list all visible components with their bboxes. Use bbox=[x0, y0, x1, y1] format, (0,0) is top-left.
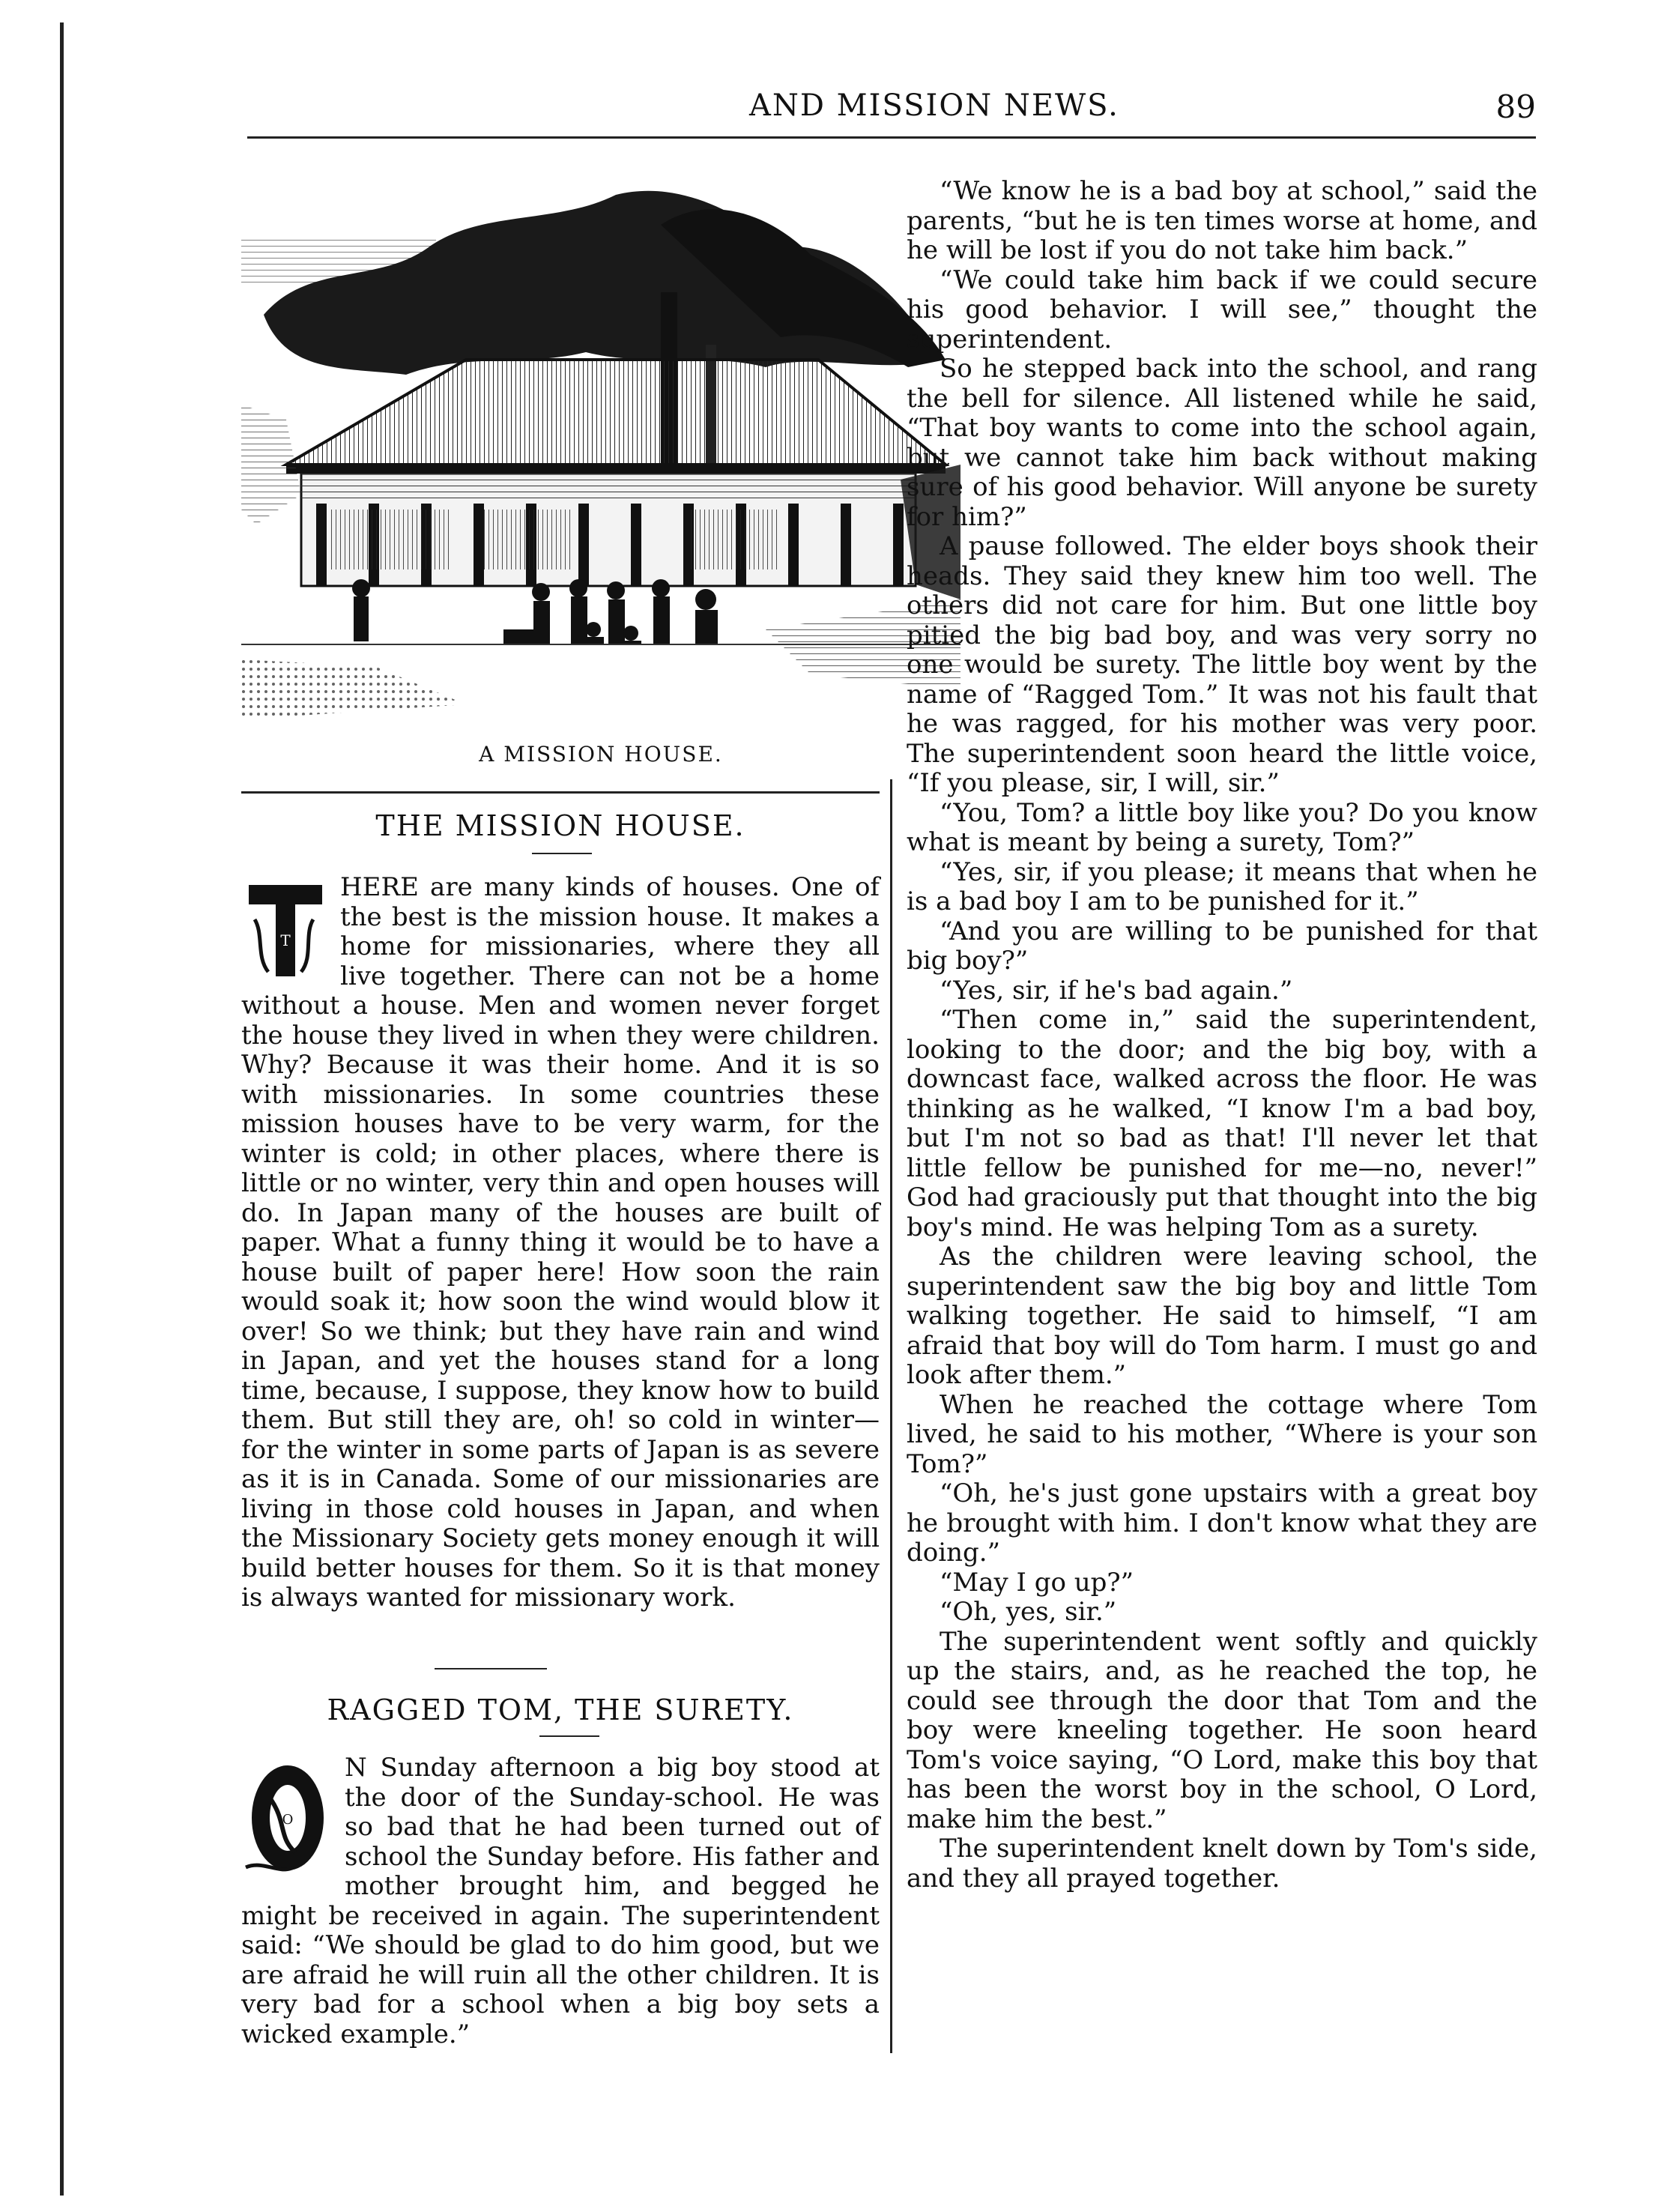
article-paragraph: “Oh, yes, sir.” bbox=[940, 1597, 1117, 1627]
engraving-image bbox=[241, 180, 960, 734]
article-paragraph: “And you are willing to be punished for that big boy?” bbox=[907, 916, 1537, 976]
article-ragged-tom-body-right bbox=[907, 177, 1537, 1894]
svg-text:O: O bbox=[282, 1812, 294, 1828]
article-paragraph: “Oh, he's just gone upstairs with a great boy he brought with him. I don't know what they are doing.” bbox=[907, 1478, 1537, 1568]
article-paragraph: “We know he is a bad boy at school,” said the parents, “but he is ten times worse at home, and he will be lost if you do not take him back.” bbox=[907, 176, 1537, 265]
article-paragraph bbox=[241, 1753, 880, 2049]
article-paragraph bbox=[241, 873, 880, 1613]
binding-edge-line bbox=[60, 22, 64, 2196]
article-ragged-tom-body-left bbox=[241, 1753, 880, 2049]
column-divider bbox=[890, 779, 892, 2053]
title-ornament-rule bbox=[539, 1735, 599, 1737]
running-header bbox=[247, 88, 1536, 133]
article-mission-house-body bbox=[241, 873, 880, 1613]
illustration-caption: A MISSION HOUSE. bbox=[479, 742, 723, 767]
article-paragraph: “Then come in,” said the superintendent, looking to the door; and the big boy, with a downcast face, walked across the floor. He was thinking as he walked, “I know I'm a bad boy, but I'm not so bad as that! I'll never let that little fellow be punished for me—no, never!” God had graciously put that thought into the big boy's mind. He was helping Tom as a surety. bbox=[907, 1005, 1537, 1242]
article-paragraph: “May I go up?” bbox=[940, 1567, 1134, 1598]
article-paragraph: “Yes, sir, if you please; it means that when he is a bad boy I am to be punished for it.” bbox=[907, 856, 1537, 916]
page-number: 89 bbox=[1495, 88, 1536, 125]
section-separator-rule bbox=[435, 1668, 547, 1669]
dropcap-o-ornament bbox=[241, 1755, 334, 1882]
article-title-mission-house: THE MISSION HOUSE. bbox=[375, 809, 745, 842]
article-paragraph: “Yes, sir, if he's bad again.” bbox=[940, 975, 1293, 1006]
running-head-title: AND MISSION NEWS. bbox=[749, 88, 1119, 123]
article-paragraph: “You, Tom? a little boy like you? Do you know what is meant by being a surety, Tom?” bbox=[907, 797, 1537, 857]
article-paragraph: So he stepped back into the school, and rang the bell for silence. All listened while he said, “That boy wants to come into the school again, but we cannot take him back without making sure of his good behavior. Will anyone be surety for him?” bbox=[907, 354, 1537, 532]
article-paragraph: “We could take him back if we could secure his good behavior. I will see,” thought the superintendent. bbox=[907, 265, 1537, 354]
article-paragraph: A pause followed. The elder boys shook their heads. They said they knew him too well. The others did not care for him. But one little boy pitied the big bad boy, and was very sorry no one would be surety. The little boy went by the name of “Ragged Tom.” It was not his fault that he was ragged, for his mother was very poor. The superintendent soon heard the little voice, “If you please, sir, I will, sir.” bbox=[907, 531, 1537, 798]
dropcap-t-ornament bbox=[241, 874, 330, 985]
header-rule bbox=[247, 136, 1536, 139]
article-lead-text: HERE are many kinds of houses. One of the best is the mission house. It makes a home for missionaries, where they all live together. There can not be a home without a house. Men and women never forget the house they lived in when they were children. Why? Because it was their home. And it is so with missionaries. In some countries these mission houses have to be very warm, for the winter is cold; in other places, where there is little or no winter, very thin and open houses will do. In Japan many of the houses are built of paper. What a funny thing it would be to have a house built of paper here! How soon the rain would soak it; how soon the wind would blow it over! So we think; but they have rain and wind in Japan, and yet the houses stand for a long time, because, I suppose, they know how to build them. But still they are, oh! so cold in winter—for the winter in some parts of Japan is as severe as it is in Canada. Some of our missionaries are living in those cold houses in Japan, and when the Missionary Society gets money enough it will build better houses for them. So it is that money is always wanted for missionary work. bbox=[241, 872, 880, 1613]
article-title-ragged-tom: RAGGED TOM, THE SURETY. bbox=[327, 1693, 794, 1726]
article-paragraph: When he reached the cottage where Tom lived, he said to his mother, “Where is your son Tom?” bbox=[907, 1389, 1537, 1479]
article-paragraph-text: N Sunday afternoon a big boy stood at the door of the Sunday-school. He was so bad that he had been turned out of school the Sunday before. His father and mother brought him, and begged he might be received in again. The superintendent said: “We should be glad to do him good, but we are afraid he will ruin all the other children. It is very bad for a school when a big boy sets a wicked example.” bbox=[241, 1753, 880, 2049]
caption-rule bbox=[241, 791, 880, 794]
title-ornament-rule bbox=[532, 853, 592, 854]
mission-house-illustration bbox=[241, 180, 960, 734]
article-paragraph: The superintendent knelt down by Tom's side, and they all prayed together. bbox=[907, 1834, 1537, 1894]
svg-text:T: T bbox=[280, 931, 291, 949]
article-paragraph: The superintendent went softly and quickly up the stairs, and, as he reached the top, he could see through the door that Tom and the boy were kneeling together. He soon heard Tom's voice saying, “O Lord, make this boy that has been the worst boy in the school, O Lord, make him the best.” bbox=[907, 1626, 1537, 1834]
article-paragraph: As the children were leaving school, the superintendent saw the big boy and little Tom walking together. He said to himself, “I am afraid that boy will do Tom harm. I must go and look after them.” bbox=[907, 1242, 1537, 1390]
